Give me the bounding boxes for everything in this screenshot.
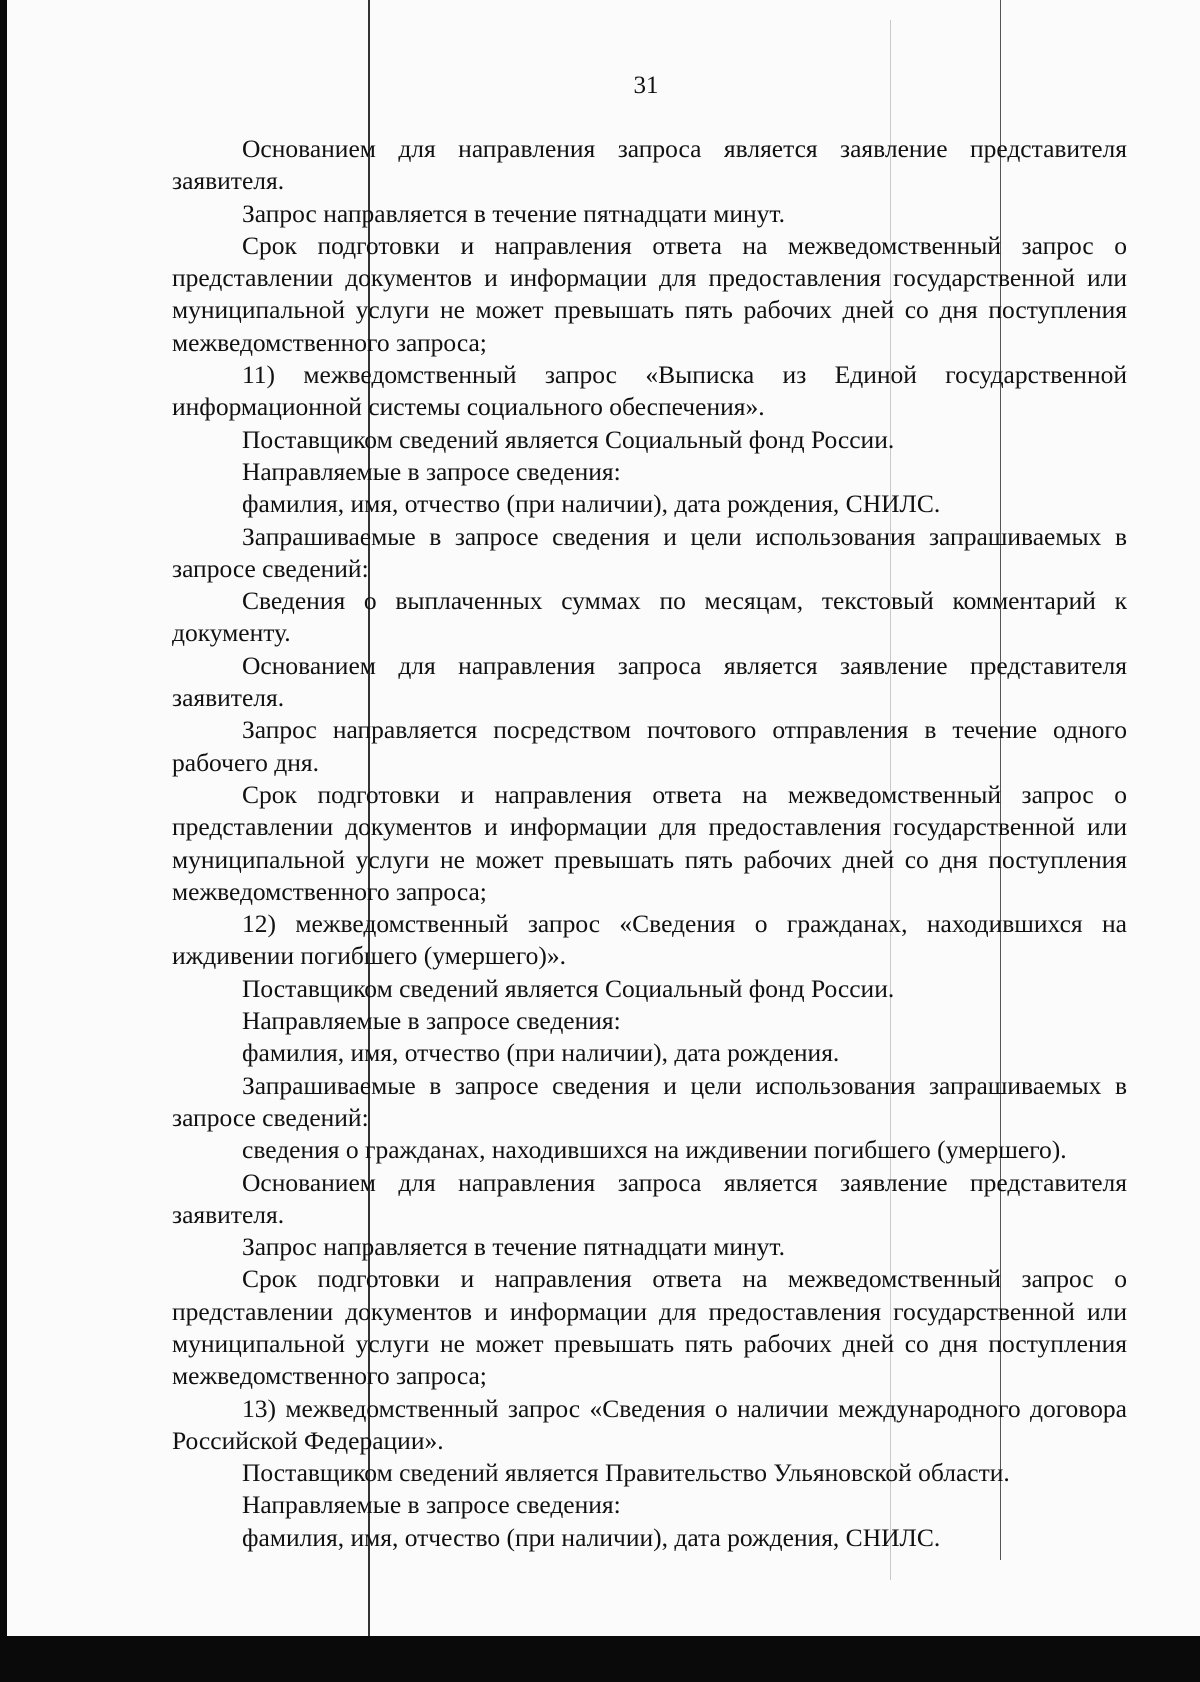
paragraph: фамилия, имя, отчество (при наличии), дата рождения, СНИЛС. bbox=[242, 489, 941, 519]
paragraph: сведения о гражданах, находившихся на иждивении погибшего (умершего). bbox=[242, 1135, 1067, 1165]
paragraph: 11) межведомственный запрос «Выписка из Единой государственной информационной системы социального обеспечения». bbox=[172, 360, 1127, 422]
paragraph: Запрашиваемые в запросе сведения и цели использования запрашиваемых в запросе сведений: bbox=[172, 521, 1127, 583]
paragraph: Сведения о выплаченных суммах по месяцам, текстовый комментарий к документу. bbox=[172, 586, 1127, 648]
paragraph: Направляемые в запросе сведения: bbox=[242, 1490, 621, 1520]
paragraph: Срок подготовки и направления ответа на межведомственный запрос о представлении документов и информации для предоставления государственной или муниципальной услуги не может превышать пять рабочих дней со дня поступления межведомственного запроса; bbox=[172, 230, 1127, 357]
paragraph: Основанием для направления запроса является заявление представителя заявителя. bbox=[172, 1167, 1127, 1229]
scan-left-edge bbox=[0, 0, 7, 1682]
paragraph: фамилия, имя, отчество (при наличии), дата рождения, СНИЛС. bbox=[242, 1522, 941, 1552]
paragraph: Поставщиком сведений является Правительство Ульяновской области. bbox=[242, 1458, 1010, 1488]
scan-bottom-edge bbox=[0, 1636, 1200, 1682]
paragraph: Поставщиком сведений является Социальный фонд России. bbox=[242, 424, 895, 454]
paragraph: Направляемые в запросе сведения: bbox=[242, 1006, 621, 1036]
paragraph: 13) межведомственный запрос «Сведения о наличии международного договора Российской Федерации». bbox=[172, 1393, 1127, 1455]
paragraph: Срок подготовки и направления ответа на межведомственный запрос о представлении документов и информации для предоставления государственной или муниципальной услуги не может превышать пять рабочих дней со дня поступления межведомственного запроса; bbox=[172, 1264, 1127, 1391]
paragraph: Запрашиваемые в запросе сведения и цели использования запрашиваемых в запросе сведений: bbox=[172, 1070, 1127, 1132]
paragraph: Направляемые в запросе сведения: bbox=[242, 456, 621, 486]
paragraph: Основанием для направления запроса является заявление представителя заявителя. bbox=[172, 650, 1127, 713]
paragraph: Срок подготовки и направления ответа на межведомственный запрос о представлении документов и информации для предоставления государственной или муниципальной услуги не может превышать пять рабочих дней со дня поступления межведомственного запроса; bbox=[172, 779, 1127, 906]
document-body bbox=[172, 133, 1127, 1554]
paragraph: Запрос направляется посредством почтового отправления в течение одного рабочего дня. bbox=[172, 715, 1127, 777]
paragraph: Поставщиком сведений является Социальный фонд России. bbox=[242, 973, 895, 1003]
paragraph: Запрос направляется в течение пятнадцати минут. bbox=[242, 198, 786, 228]
paragraph: фамилия, имя, отчество (при наличии), дата рождения. bbox=[242, 1038, 840, 1068]
page-number: 31 bbox=[633, 72, 659, 99]
paragraph: Основанием для направления запроса является заявление представителя заявителя. bbox=[172, 134, 1127, 196]
paragraph: Запрос направляется в течение пятнадцати минут. bbox=[242, 1232, 786, 1262]
paragraph: 12) межведомственный запрос «Сведения о гражданах, находившихся на иждивении погибшего (умершего)». bbox=[172, 909, 1127, 971]
